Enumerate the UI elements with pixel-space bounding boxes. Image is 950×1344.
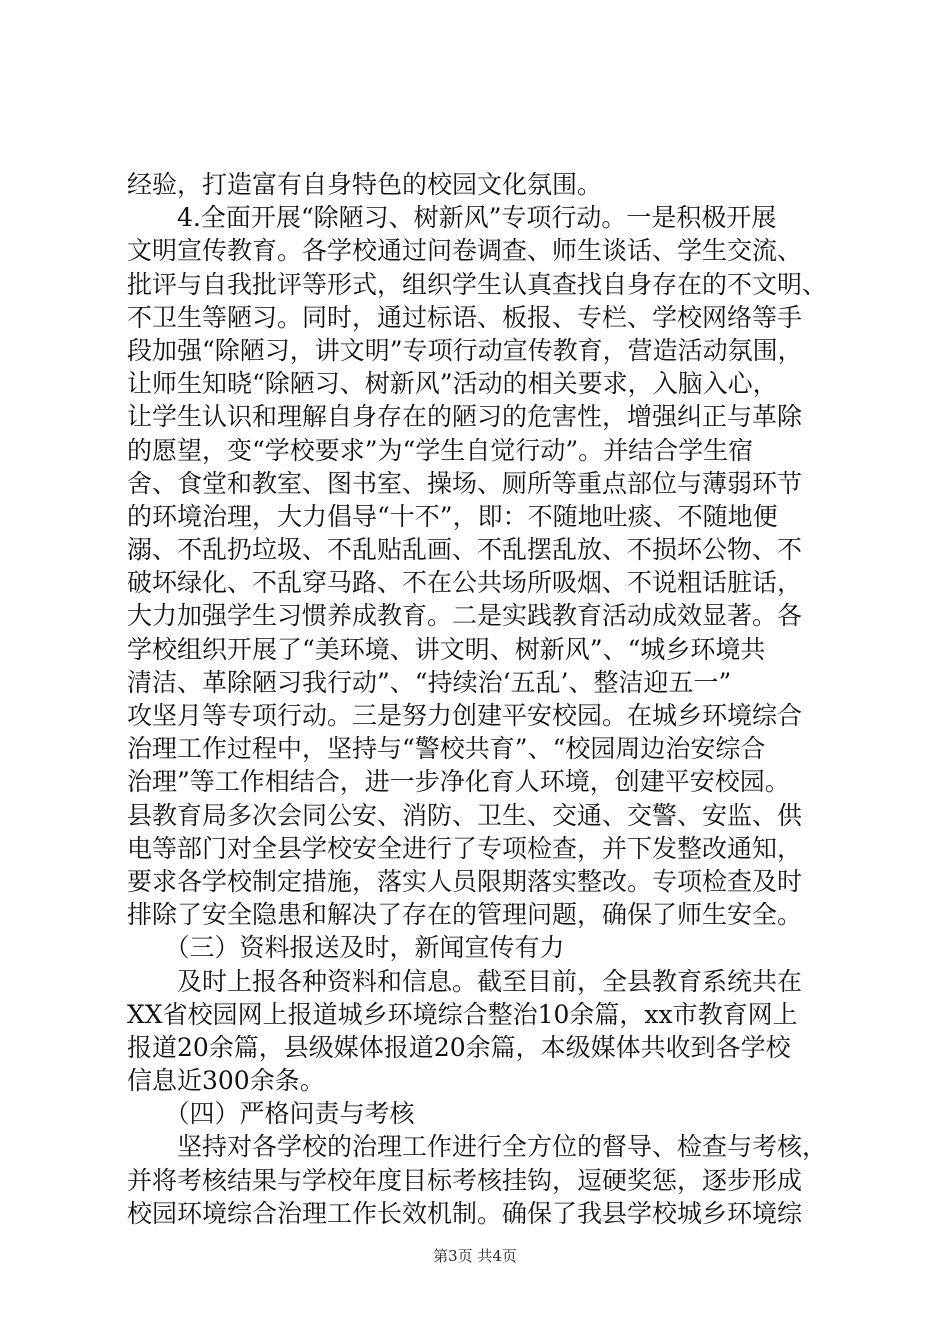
body-line-21: 电等部门对全县学校安全进行了专项检查，并下发整改通知， [127, 833, 803, 863]
body-line-3: 文明宣传教育。各学校通过问卷调查、师生谈话、学生交流、 [127, 236, 803, 266]
body-line-30: 坚持对各学校的治理工作进行全方位的督导、检查与考核， [127, 1132, 828, 1162]
body-line-17: 攻坚月等专项行动。三是努力创建平安校园。在城乡环境综合 [127, 701, 803, 730]
body-line-2: 4.全面开展“除陋习、树新风”专项行动。一是积极开展 [127, 203, 777, 233]
page-footer: 第3页 共4页 [433, 1247, 517, 1265]
body-line-11: 的环境治理，大力倡导“十不”，即：不随地吐痰、不随地便 [127, 501, 778, 531]
body-line-15: 学校组织开展了“美环境、讲文明、树新风”、“城乡环境共 [127, 634, 766, 664]
body-line-6: 段加强“除陋习，讲文明”专项行动宣传教育，营造活动氛围， [127, 335, 803, 365]
body-line-12: 溺、不乱扔垃圾、不乱贴乱画、不乱摆乱放、不损坏公物、不 [127, 535, 803, 565]
section-heading-4: （四）严格问责与考核 [127, 1099, 415, 1129]
body-line-5: 不卫生等陋习。同时，通过标语、板报、专栏、学校网络等手 [127, 302, 803, 332]
body-line-9: 的愿望，变“学校要求”为“学生自觉行动”。并结合学生宿 [127, 435, 754, 465]
body-line-23: 排除了安全隐患和解决了存在的管理问题，确保了师生安全。 [127, 900, 803, 930]
document-body [127, 168, 839, 1230]
body-line-14: 大力加强学生习惯养成教育。二是实践教育活动成效显著。各 [127, 601, 803, 631]
body-line-22: 要求各学校制定措施，落实人员限期落实整改。专项检查及时 [127, 866, 803, 896]
body-line-28: 信息近300余条。 [127, 1066, 325, 1096]
body-line-1: 经验，打造富有自身特色的校园文化氛围。 [127, 170, 603, 199]
body-line-18: 治理工作过程中，坚持与“警校共育”、“校园周边治安综合 [127, 734, 766, 764]
body-line-8: 让学生认识和理解自身存在的陋习的危害性，增强纠正与革除 [127, 402, 803, 432]
section-heading-3: （三）资料报送及时，新闻宣传有力 [127, 933, 565, 963]
body-line-19: 治理”等工作相结合，进一步净化育人环境，创建平安校园。 [127, 767, 790, 797]
body-line-7: 让师生知晓“除陋习、树新风”活动的相关要求，入脑入心， [127, 369, 778, 399]
body-line-25: 及时上报各种资料和信息。截至目前，全县教育系统共在 [127, 966, 803, 996]
body-line-10: 舍、食堂和教室、图书室、操场、厕所等重点部位与薄弱环节 [127, 468, 803, 498]
body-line-20: 县教育局多次会同公安、消防、卫生、交通、交警、安监、供 [127, 800, 803, 830]
body-line-32: 校园环境综合治理工作长效机制。确保了我县学校城乡环境综 [127, 1198, 803, 1228]
body-line-16: 清洁、革除陋习我行动”、“持续治‘五乱’、整洁迎五一” [127, 667, 732, 697]
body-line-26: XX省校园网上报道城乡环境综合整治10余篇，xx市教育网上 [127, 999, 798, 1029]
body-line-4: 批评与自我批评等形式，组织学生认真查找自身存在的不文明、 [127, 269, 828, 299]
body-line-31: 并将考核结果与学校年度目标考核挂钩，逗硬奖惩，逐步形成 [127, 1165, 803, 1195]
body-line-27: 报道20余篇，县级媒体报道20余篇，本级媒体共收到各学校 [127, 1032, 791, 1062]
body-line-13: 破坏绿化、不乱穿马路、不在公共场所吸烟、不说粗话脏话， [127, 568, 803, 598]
